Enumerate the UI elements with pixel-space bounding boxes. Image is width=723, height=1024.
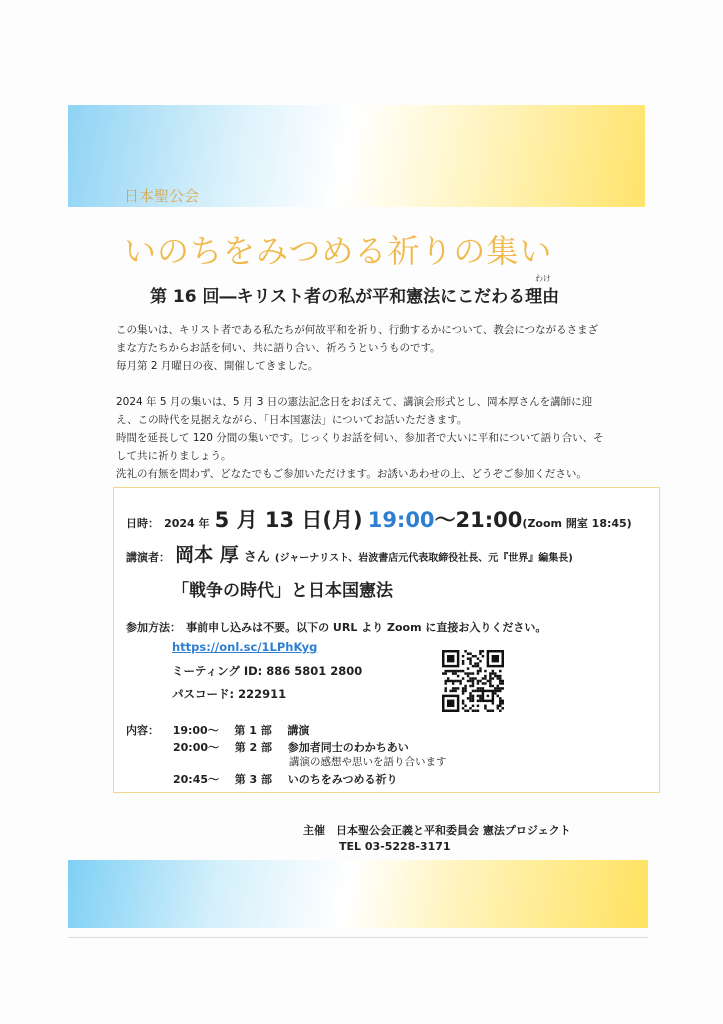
meeting-id: ミーティング ID: 886 5801 2800 [172,664,363,678]
bottom-gradient-band [68,860,648,928]
program-part: 第 2 部 [234,741,273,754]
event-details-box [113,487,660,793]
passcode: パスコード: 222911 [172,687,287,701]
speaker-row [126,540,573,567]
program-title: 参加者同士のわかちあい [287,741,409,754]
join-instructions: 事前申し込みは不要。以下の URL より Zoom に直接お入りください。 [186,621,547,634]
divider [68,937,648,938]
intro-line: 毎月第 2 月曜日の夜、開催してきました。 [116,360,319,372]
program-title: 講演 [287,724,310,737]
program-title: いのちをみつめる祈り [287,773,398,786]
intro-line: え、この時代を見据えながら、「日本国憲法」についてお話いただきます。 [116,414,468,426]
zoom-url-link[interactable]: https://onl.sc/1LPhKyg [172,640,318,654]
join-row [126,616,546,635]
intro-line: まな方たちからお話を伺い、共に語り合い、祈ろうというものです。 [116,342,441,354]
join-label: 参加方法： [126,621,181,634]
date-row [126,504,632,534]
program-part: 第 1 部 [234,724,272,737]
time-end: ～21:00 [434,508,523,532]
qr-code-image [442,650,504,712]
date-label: 日時： [126,517,159,530]
host-organization: 主催 日本聖公会正義と平和委員会 憲法プロジェクト [303,824,571,837]
speaker-description: (ジャーナリスト、岩波書店元代表取締役社長、元『世界』編集長) [274,553,573,564]
program-label: 内容： [126,724,159,737]
program-time: 20:45～ [173,773,220,786]
zoom-open-time: (Zoom 開室 18:45) [522,517,632,530]
program-row [126,722,309,738]
date-day: 5 月 13 日(月) [214,508,363,532]
date-year: 2024 年 [164,517,210,530]
speaker-name: 岡本 厚 [175,544,239,566]
ruby-annotation: わけ [535,274,551,283]
program-time: 20:00～ [173,741,220,754]
organization-name: 日本聖公会 [124,187,200,205]
speaker-honorific: さん [243,550,270,565]
program-time: 19:00～ [172,724,219,737]
intro-line: 2024 年 5 月の集いは、5 月 3 日の憲法記念日をおぼえて、講演会形式とし、岡本厚さんを講師に迎 [116,396,593,408]
program-row [173,771,398,787]
intro-line: 時間を延長して 120 分間の集いです。じっくりお話を伺い、参加者で大いに平和について語り合い、そ [116,432,604,444]
time-start: 19:00 [367,508,435,532]
program-note: 講演の感想や思いを語り合います [289,756,447,768]
program-row [173,739,409,755]
event-subtitle: 第 16 回―キリスト者の私が平和憲法にこだわる理由 [150,287,560,307]
talk-title: 「戦争の時代」と日本国憲法 [172,581,393,601]
intro-line: 洗礼の有無を問わず、どなたでもご参加いただけます。お誘いあわせの上、どうぞご参加ください。 [116,468,587,480]
intro-line: して共に祈りましょう。 [116,450,232,462]
event-title: いのちをみつめる祈りの集い [124,232,553,270]
contact-phone: TEL 03-5228-3171 [339,840,451,853]
program-part: 第 3 部 [234,773,273,786]
intro-line: この集いは、キリスト者である私たちが何故平和を祈り、行動するかについて、教会につながるさまざ [116,324,599,336]
qr-code[interactable] [442,650,504,712]
speaker-label: 講演者： [126,551,170,564]
